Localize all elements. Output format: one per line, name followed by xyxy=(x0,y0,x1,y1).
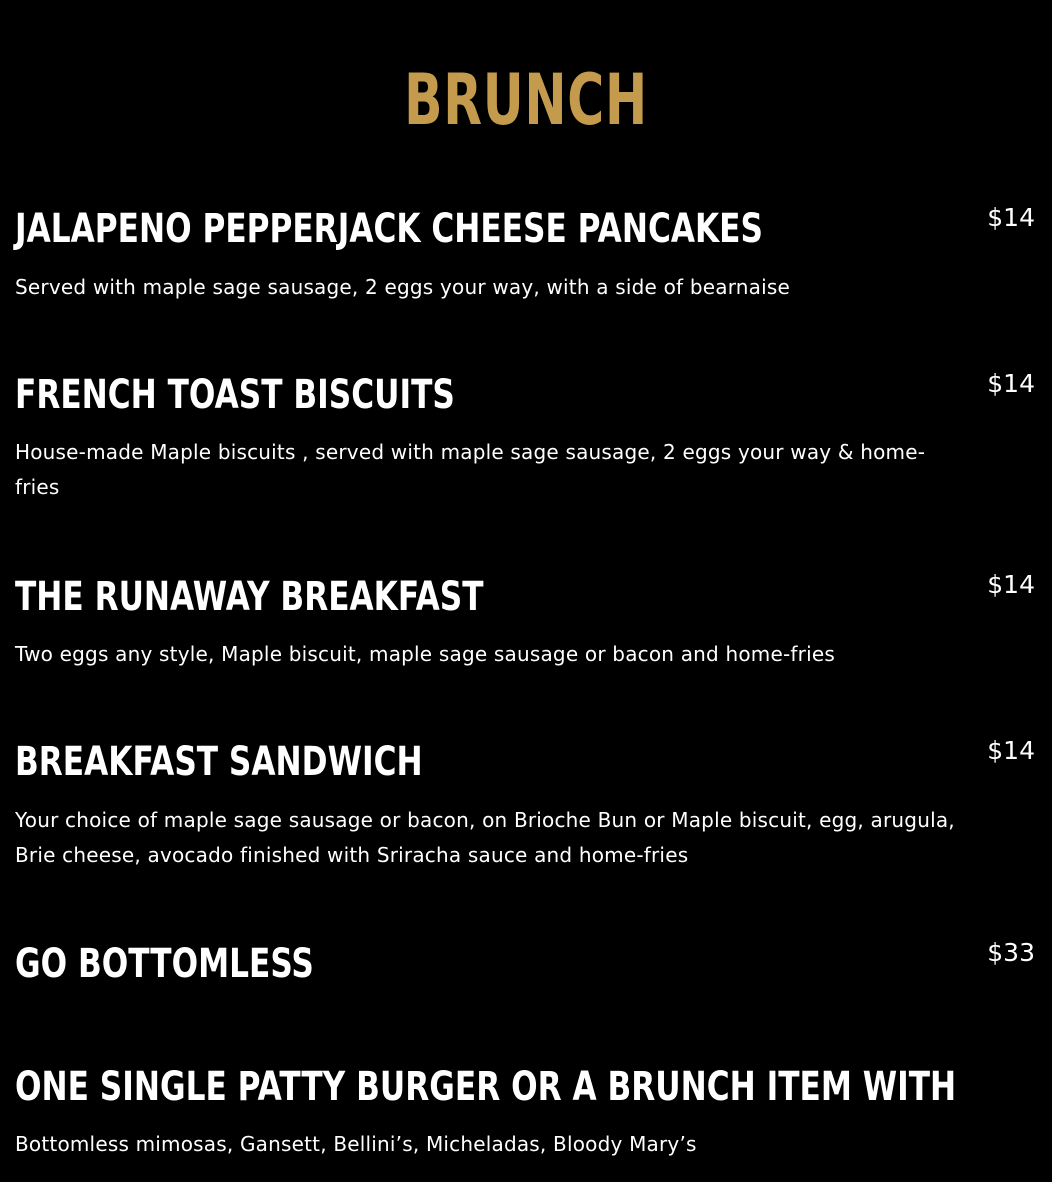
menu-item-name: GO BOTTOMLESS xyxy=(15,941,314,987)
menu-item-name: JALAPENO PEPPERJACK CHEESE PANCAKES xyxy=(15,206,763,252)
menu-item-description: Served with maple sage sausage, 2 eggs your way, with a side of bearnaise xyxy=(15,275,790,299)
menu-item-price: $14 xyxy=(987,369,1035,398)
menu-section-title: BRUNCH xyxy=(404,58,648,141)
menu-item-name: THE RUNAWAY BREAKFAST xyxy=(15,574,484,620)
menu-item-description: House-made Maple biscuits , served with maple sage sausage, 2 eggs your way & home-fries xyxy=(15,440,926,499)
menu-item-description: Two eggs any style, Maple biscuit, maple sage sausage or bacon and home-fries xyxy=(15,642,835,666)
menu-item-price: $14 xyxy=(987,736,1035,765)
menu-item-name: FRENCH TOAST BISCUITS xyxy=(15,372,455,418)
menu-item-price: $14 xyxy=(987,203,1035,232)
menu-item-description: Your choice of maple sage sausage or bacon, on Brioche Bun or Maple biscuit, egg, arugula, Brie cheese, avocado finished with Sriracha sauce and home-fries xyxy=(15,808,955,867)
menu-item-price: $14 xyxy=(987,570,1035,599)
menu-item-name: BREAKFAST SANDWICH xyxy=(15,739,423,785)
menu-item-description: Bottomless mimosas, Gansett, Bellini’s, Micheladas, Bloody Mary’s xyxy=(15,1132,697,1156)
menu-item-price: $33 xyxy=(987,938,1035,967)
menu-item-name: ONE SINGLE PATTY BURGER OR A BRUNCH ITEM WITH xyxy=(15,1064,957,1110)
